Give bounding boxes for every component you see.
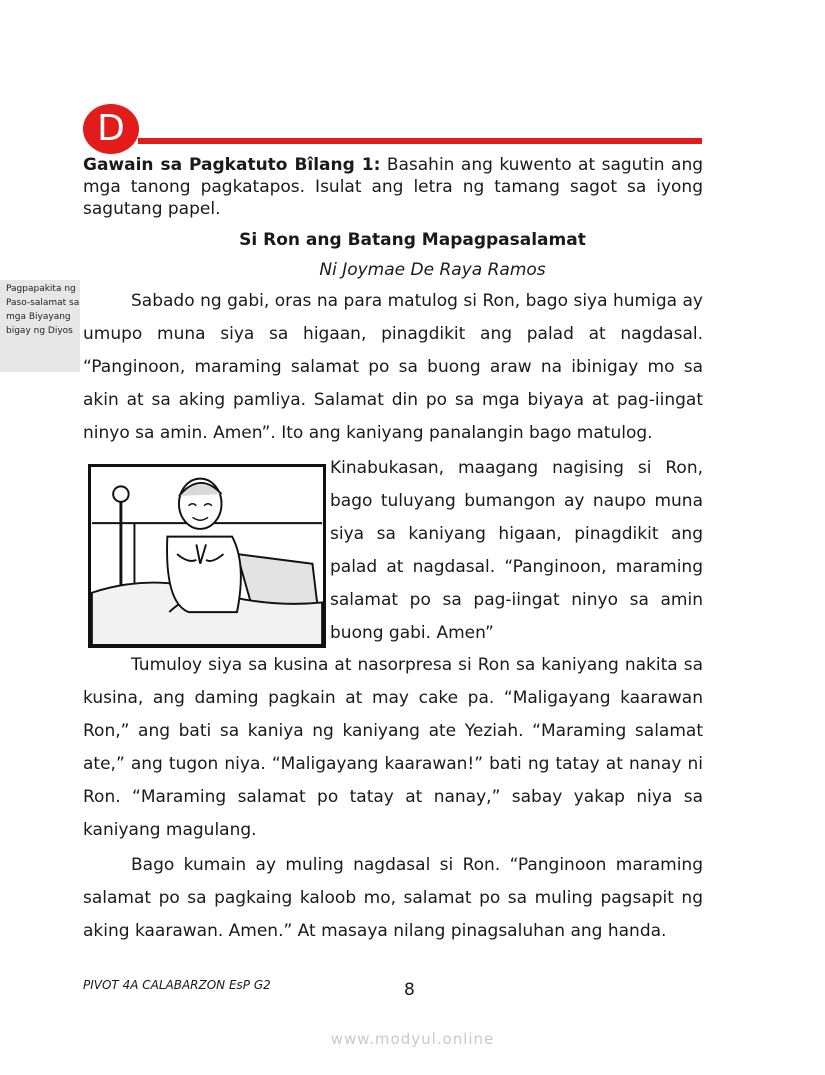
activity-text: Basahin ang kuwento at sagutin ang mga tanong pagkatapos. Isulat ang letra ng tamang sagot sa iyong sagutang papel. <box>83 155 704 219</box>
story-title: Si Ron ang Batang Mapagpasalamat <box>239 230 586 250</box>
sidebar-note: Pagpapakita ng Paso-salamat sa mga Biyayang bigay ng Diyos <box>0 280 80 372</box>
story-paragraph-2: Kinabukasan, maagang nagising si Ron, bago tuluyang bumangon ay naupo muna siya sa kaniyang higaan, pinagdikit ang palad at nagdasal. “Panginoon, maraming salamat po sa pag-iingat ninyo sa amin buong gabi. Amen” <box>330 458 703 643</box>
activity-instructions <box>83 154 703 220</box>
page-number: 8 <box>404 980 415 1000</box>
section-divider <box>138 138 702 144</box>
story-author: Ni Joymae De Raya Ramos <box>319 260 546 280</box>
footer-series-label: PIVOT 4A CALABARZON EsP G2 <box>83 978 271 992</box>
story-paragraph-1: Sabado ng gabi, oras na para matulog si Ron, bago siya humiga ay umupo muna siya sa higaan, pinagdikit ang palad at nagdasal. “Panginoon, maraming salamat po sa buong araw na ibinigay mo sa akin at sa aking pamliya. Salamat din po sa mga biyaya at pag-iingat ninyo sa amin. Amen”. Ito ang kaniyang panalangin bago matulog. <box>83 291 703 443</box>
praying-boy-drawing <box>91 467 323 645</box>
story-paragraph-3: Tumuloy siya sa kusina at nasorpresa si Ron sa kaniyang nakita sa kusina, ang daming pagkain at may cake pa. “Maligayang kaarawan Ron,” ang bati sa kaniya ng kaniyang ate Yeziah. “Maraming salamat ate,” ang tugon niya. “Maligayang kaarawan!” bati ng tatay at nanay ni Ron. “Maraming salamat po tatay at nanay,” sabay yakap niya sa kaniyang magulang. <box>83 655 703 840</box>
praying-boy-illustration <box>88 464 326 648</box>
watermark: www.modyul.online <box>330 1030 495 1048</box>
section-letter-badge: D <box>83 104 139 154</box>
activity-label: Gawain sa Pagkatuto Bîlang 1: <box>83 155 381 175</box>
story-paragraph-4: Bago kumain ay muling nagdasal si Ron. “Panginoon maraming salamat po sa pagkaing kaloob mo, salamat po sa muling pagsapit ng aking kaarawan. Amen.” At masaya nilang pinagsaluhan ang handa. <box>83 855 703 941</box>
